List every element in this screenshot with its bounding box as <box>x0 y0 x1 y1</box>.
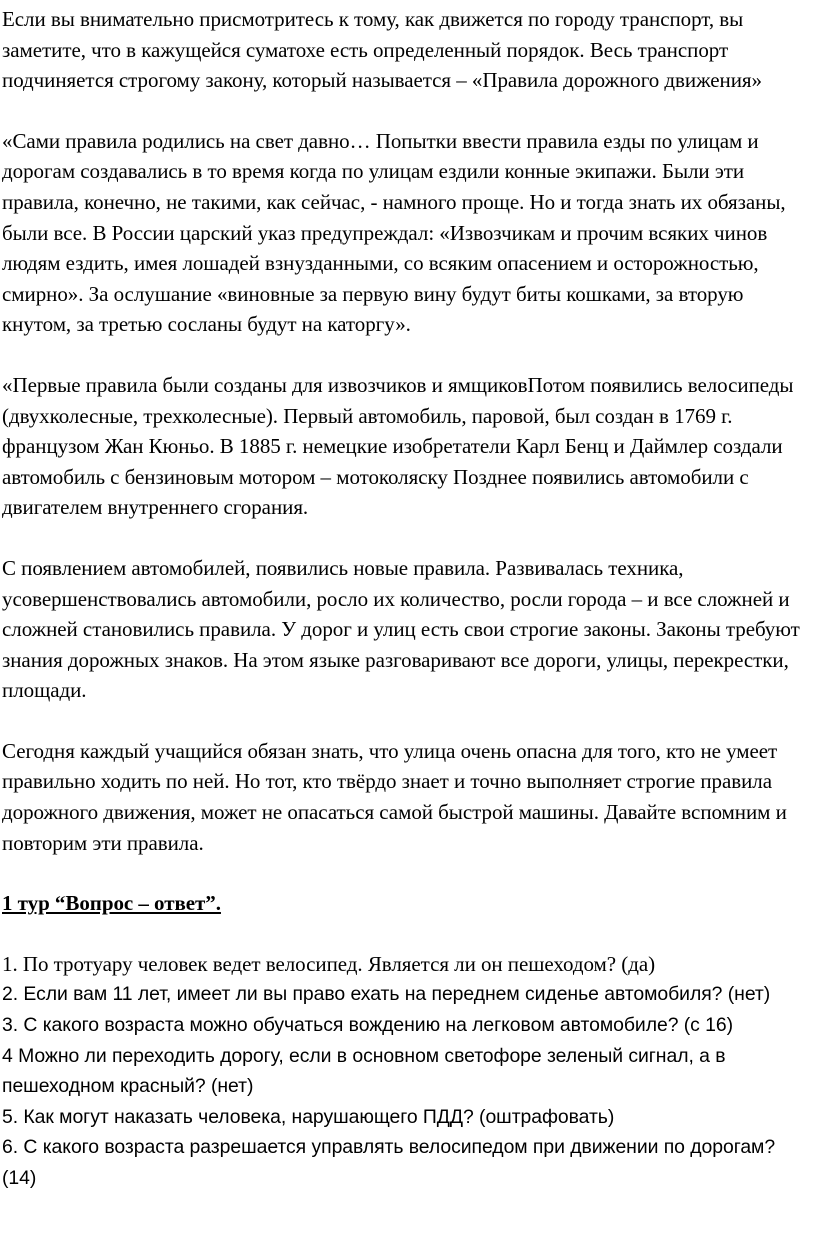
question-item: 6. С какого возраста разрешается управлять велосипедом при движении по дорогам? (14) <box>2 1136 776 1189</box>
paragraph-gap <box>2 919 802 949</box>
paragraph-gap <box>2 858 802 888</box>
question-item: 3. С какого возраста можно обучаться вождению на легковом автомобиле? (с 16) <box>2 1014 734 1037</box>
question-item: 5. Как могут наказать человека, нарушающего ПДД? (оштрафовать) <box>2 1105 615 1128</box>
question-item: 2. Если вам 11 лет, имеет ли вы право ехать на переднем сиденье автомобиля? (нет) <box>2 983 771 1006</box>
question-item: 1. По тротуару человек ведет велосипед. Является ли он пешеходом? (да) <box>2 951 656 976</box>
paragraph-gap <box>2 706 802 736</box>
paragraph-gap <box>2 340 802 370</box>
paragraph-history-rules: «Сами правила родились на свет давно… Попытки ввести правила езды по улицам и дорогам создавались в то время когда по улицам ездили конные экипажи. Были эти правила, конечно, не такими, как сейчас, - намного проще. Но и тогда знать их обязаны, были все. В России царский указ предупреждал: «Извозчикам и прочим всяких чинов людям ездить, имея лошадей взнузданными, со всяким опасением и осторожностью, смирно». За ослушание «виновные за первую вину будут биты кошками, за вторую кнутом, за третью сосланы будут на каторгу». <box>2 128 786 337</box>
paragraph-intro: Если вы внимательно присмотритесь к тому, как движется по городу транспорт, вы заметите, что в кажущейся суматохе есть определенный порядок. Весь транспорт подчиняется строгому закону, который называется – «Правила дорожного движения» <box>2 7 762 93</box>
paragraph-first-vehicles: «Первые правила были созданы для извозчиков и ямщиковПотом появились велосипеды (двухколесные, трехколесные). Первый автомобиль, паровой, был создан в 1769 г. французом Жан Кюньо. В 1885 г. немецкие изобретатели Карл Бенц и Даймлер создали автомобиль с бензиновым мотором – мотоколяску Позднее появились автомобили с двигателем внутреннего сгорания. <box>2 372 794 520</box>
section-heading: 1 тур “Вопрос – ответ”. <box>2 891 221 916</box>
paragraph-today: Сегодня каждый учащийся обязан знать, что улица очень опасна для того, кто не умеет правильно ходить по ней. Но тот, кто твёрдо знает и точно выполняет строгие правила дорожного движения, может не опасаться самой быстрой машины. Давайте вспомним и повторим эти правила. <box>2 738 787 855</box>
paragraph-gap <box>2 96 802 126</box>
question-item: 4 Можно ли переходить дорогу, если в основном светофоре зеленый сигнал, а в пешеходном красный? (нет) <box>2 1044 726 1098</box>
paragraph-new-rules: С появлением автомобилей, появились новые правила. Развивалась техника, усовершенствовались автомобили, росло их количество, росли города – и все сложней и сложней становились правила. У дорог и улиц есть свои строгие законы. Законы требуют знания дорожных знаков. На этом языке разговаривают все дороги, улицы, перекрестки, площади. <box>2 555 800 703</box>
paragraph-gap <box>2 523 802 553</box>
